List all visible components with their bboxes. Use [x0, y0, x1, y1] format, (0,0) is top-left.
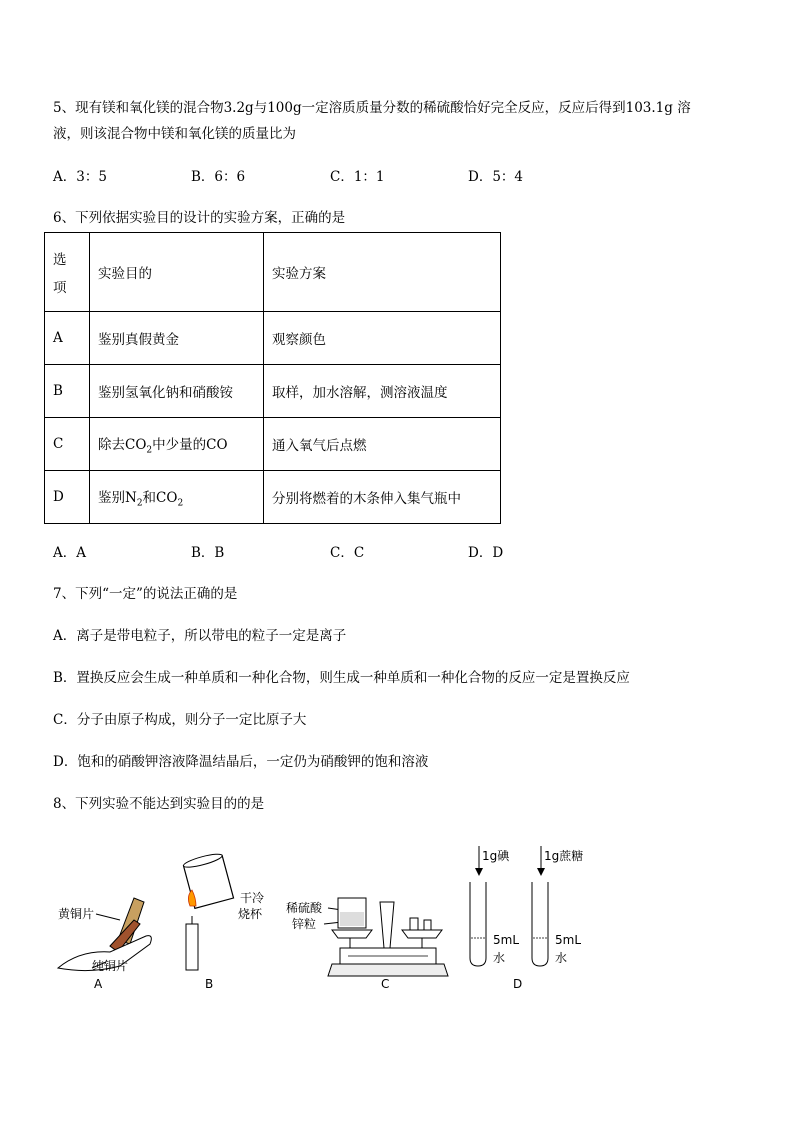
left-pan	[332, 930, 372, 938]
q6-option-a: A．A	[53, 545, 86, 561]
label-sucrose: 1g蔗糖	[544, 849, 584, 863]
header-option-line1: 选	[53, 252, 67, 268]
weight	[410, 918, 418, 930]
subscript: 2	[177, 498, 184, 509]
q6-option-d: D．D	[468, 545, 504, 561]
label-zinc: 锌粒	[292, 917, 317, 931]
test-tube-left	[470, 882, 486, 966]
label-water-left: 水	[493, 951, 506, 965]
label-brass: 黄铜片	[58, 907, 95, 921]
balance-base	[328, 964, 448, 976]
q7-option-a: A．离子是带电粒子，所以带电的粒子一定是离子	[53, 628, 347, 644]
right-pan	[402, 930, 442, 938]
label-vol-left: 5mL	[493, 933, 520, 947]
subscript: 2	[136, 498, 143, 509]
q7-option-d: D．饱和的硝酸钾溶液降温结晶后，一定仍为硝酸钾的饱和溶液	[53, 754, 429, 770]
table-row	[45, 418, 501, 471]
zinc-granules	[340, 912, 364, 926]
test-tube-right	[532, 882, 548, 966]
q6-stem: 6、下列依据实验目的设计的实验方案，正确的是	[53, 210, 346, 226]
caption-c: C	[381, 977, 390, 991]
figure-c	[286, 898, 448, 991]
q5-option-c: C．1：1	[330, 169, 385, 185]
q5-stem-line1: 5、现有镁和氧化镁的混合物3.2g与100g一定溶质质量分数的稀硫酸恰好完全反应，反应后得到103.1g 溶	[53, 100, 691, 116]
label-beaker: 烧杯	[238, 907, 263, 921]
q7-option-c: C．分子由原子构成，则分子一定比原子大	[53, 712, 307, 728]
label-acid: 稀硫酸	[286, 901, 323, 915]
goal-text: 鉴别N	[98, 489, 137, 506]
header-option-line2: 项	[53, 280, 67, 296]
label-dry-cold: 干冷	[240, 891, 265, 905]
figure-a	[58, 898, 151, 991]
caption-d: D	[513, 977, 523, 991]
q5-option-a: A．3：5	[53, 169, 107, 185]
subscript: 2	[146, 445, 153, 456]
q5-option-b: B．6：6	[191, 169, 246, 185]
goal-text: 中少量的CO	[152, 436, 228, 453]
row-plan: 通入氧气后点燃	[264, 418, 501, 471]
q8-figure	[50, 840, 610, 1000]
q6-table	[44, 232, 501, 524]
table-header-row	[45, 233, 501, 312]
q5-option-d: D．5：4	[468, 169, 524, 185]
q6-option-c: C．C	[330, 545, 365, 561]
row-plan: 取样，加水溶解，测溶液温度	[264, 365, 501, 418]
table-row	[45, 365, 501, 418]
candle	[186, 924, 198, 970]
row-plan: 观察颜色	[264, 312, 501, 365]
row-goal	[90, 418, 264, 471]
q8-stem: 8、下列实验不能达到实验目的的是	[53, 796, 265, 812]
figure-b	[182, 852, 264, 991]
goal-text: 除去CO	[98, 436, 147, 453]
header-goal: 实验目的	[90, 233, 264, 312]
row-option: A	[45, 312, 90, 365]
figure-d	[470, 846, 583, 991]
q7-option-b: B．置换反应会生成一种单质和一种化合物，则生成一种单质和一种化合物的反应一定是置换反应	[53, 670, 630, 686]
header-plan: 实验方案	[264, 233, 501, 312]
q6-option-b: B．B	[191, 545, 225, 561]
label-vol-right: 5mL	[555, 933, 582, 947]
caption-a: A	[94, 977, 103, 991]
caption-b: B	[205, 977, 214, 991]
label-copper: 纯铜片	[92, 959, 129, 973]
q6-options	[53, 543, 653, 563]
row-goal	[90, 471, 264, 524]
table-row	[45, 471, 501, 524]
label-water-right: 水	[555, 951, 568, 965]
row-plan: 分别将燃着的木条伸入集气瓶中	[264, 471, 501, 524]
row-goal: 鉴别氢氧化钠和硝酸铵	[90, 365, 264, 418]
table-row	[45, 312, 501, 365]
label-iodine: 1g碘	[482, 849, 510, 863]
header-option	[45, 233, 90, 312]
pointer	[380, 902, 394, 948]
weight	[424, 920, 431, 930]
row-option: C	[45, 418, 90, 471]
q5-stem-line2: 液，则该混合物中镁和氧化镁的质量比为	[53, 126, 296, 142]
goal-text: 和CO	[142, 489, 178, 506]
q7-stem: 7、下列“一定”的说法正确的是	[53, 586, 238, 602]
row-goal: 鉴别真假黄金	[90, 312, 264, 365]
row-option: B	[45, 365, 90, 418]
q5-options	[53, 167, 653, 187]
row-option: D	[45, 471, 90, 524]
